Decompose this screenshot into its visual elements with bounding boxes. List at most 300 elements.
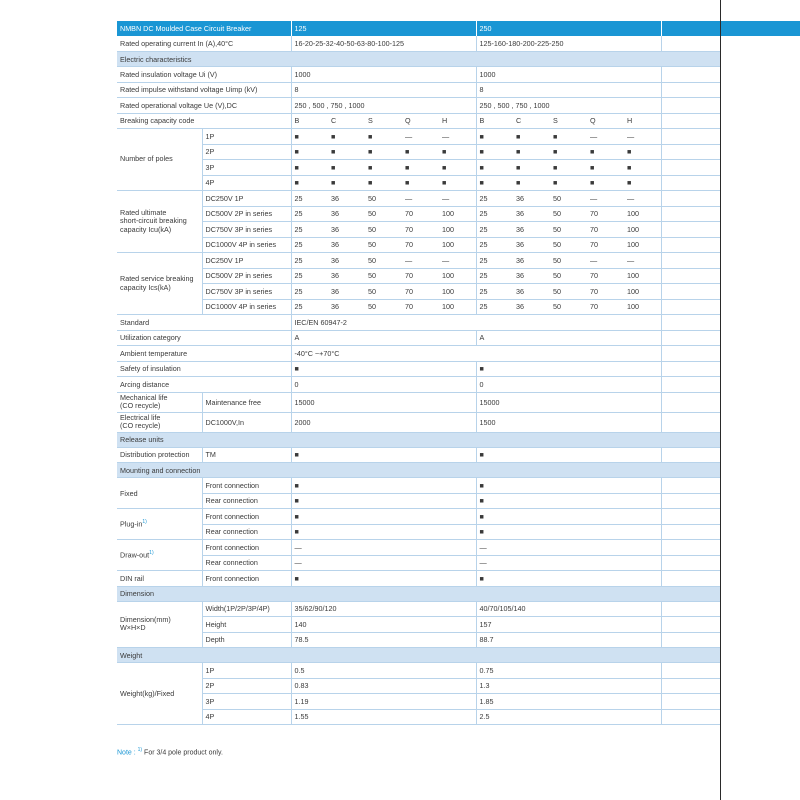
table-title: NMBN DC Moulded Case Circuit Breaker: [117, 21, 291, 36]
table-cell: [291, 432, 476, 447]
table-cell: 25: [291, 237, 328, 253]
table-cell: Front connection: [202, 571, 291, 587]
table-cell: ■: [291, 175, 328, 191]
table-cell: [476, 586, 661, 601]
table-cell: 1.55: [291, 709, 476, 725]
table-cell: 100: [624, 299, 661, 315]
table-cell: ■: [365, 175, 402, 191]
table-cell: 50: [365, 237, 402, 253]
table-cell: 0: [476, 377, 661, 393]
table-cell: 15000: [291, 392, 476, 412]
table-cell: ■: [291, 361, 476, 377]
arcing-row: [117, 377, 720, 393]
section-release: [117, 432, 720, 447]
table-cell: ■: [291, 129, 328, 145]
table-cell: 100: [624, 268, 661, 284]
footnote: [117, 747, 223, 756]
table-cell: —: [439, 129, 476, 145]
table-cell: Rear connection: [202, 555, 291, 571]
table-cell: Ambient temperature: [117, 346, 291, 362]
table-cell: 1000: [291, 67, 476, 83]
table-cell: 36: [328, 284, 365, 300]
table-cell: Rear connection: [202, 493, 291, 509]
table-cell: 36: [328, 268, 365, 284]
fixed-label: Fixed: [117, 478, 202, 509]
table-cell: Mechanical life (CO recycle): [117, 392, 202, 412]
table-cell: [661, 284, 720, 300]
table-cell: [661, 330, 720, 346]
table-cell: Front connection: [202, 478, 291, 494]
table-cell: A: [476, 330, 661, 346]
table-cell: 100: [624, 237, 661, 253]
table-cell: 1500: [476, 412, 661, 432]
table-cell: Mounting and connection: [117, 463, 291, 478]
table-cell: Electrical life (CO recycle): [117, 412, 202, 432]
table-cell: 50: [365, 268, 402, 284]
table-cell: [661, 478, 720, 494]
table-row: [117, 555, 720, 571]
table-cell: ■: [624, 160, 661, 176]
plugin-label: Plug-$in^{1)}$: [117, 509, 202, 540]
table-cell: 25: [291, 206, 328, 222]
table-cell: 50: [550, 191, 587, 207]
table-cell: 25: [291, 253, 328, 269]
table-cell: IEC/EN 60947-2: [291, 315, 661, 331]
table-row: [117, 206, 720, 222]
distribution-row: [117, 447, 720, 463]
table-cell: Standard: [117, 315, 291, 331]
table-cell: 78.5: [291, 632, 476, 648]
table-cell: [476, 52, 661, 67]
table-cell: 50: [550, 237, 587, 253]
table-cell: [661, 571, 720, 587]
table-cell: Q: [587, 113, 624, 129]
standard-row: [117, 315, 720, 331]
table-cell: 70: [587, 206, 624, 222]
table-cell: S: [550, 113, 587, 129]
table-cell: 4P: [202, 709, 291, 725]
table-cell: [661, 315, 720, 331]
table-cell: 50: [550, 222, 587, 238]
table-cell: 3P: [202, 160, 291, 176]
table-cell: TM: [202, 447, 291, 463]
table-cell: 25: [476, 222, 513, 238]
table-row: [117, 524, 720, 540]
table-cell: 36: [328, 206, 365, 222]
table-cell: ■: [439, 160, 476, 176]
table-cell: ■: [550, 144, 587, 160]
table-cell: [661, 361, 720, 377]
table-cell: [661, 663, 720, 679]
table-cell: 25: [476, 268, 513, 284]
table-cell: ■: [476, 361, 661, 377]
table-cell: 100: [439, 222, 476, 238]
frame-250-header: 250: [476, 21, 661, 36]
table-row: [117, 632, 720, 648]
table-cell: [291, 648, 476, 663]
table-cell: 25: [476, 206, 513, 222]
table-cell: Dimension: [117, 586, 291, 601]
utilization-row: [117, 330, 720, 346]
table-cell: 25: [476, 191, 513, 207]
breaking-code-row: [117, 113, 720, 129]
table-cell: [291, 52, 476, 67]
table-cell: [661, 175, 720, 191]
table-cell: 100: [624, 284, 661, 300]
table-cell: Weight: [117, 648, 291, 663]
icu-label: Rated ultimate short-circuit breaking capacity Icu(kA): [117, 191, 202, 253]
table-cell: Rated impulse withstand voltage Uimp (kV): [117, 82, 291, 98]
table-cell: 1.85: [476, 694, 661, 710]
table-cell: 25: [291, 191, 328, 207]
table-cell: ■: [439, 175, 476, 191]
table-cell: 50: [365, 253, 402, 269]
table-cell: ■: [291, 524, 476, 540]
table-cell: —: [587, 191, 624, 207]
operational-voltage-row: [117, 98, 720, 114]
table-cell: ■: [476, 447, 661, 463]
table-cell: [291, 463, 476, 478]
page-edge-line: [720, 0, 721, 800]
ambient-row: [117, 346, 720, 362]
table-cell: ■: [365, 129, 402, 145]
table-row: [117, 191, 720, 207]
table-cell: ■: [439, 144, 476, 160]
table-cell: [661, 524, 720, 540]
table-cell: —: [624, 253, 661, 269]
table-cell: [661, 36, 720, 52]
table-row: [117, 509, 720, 525]
table-cell: 1P: [202, 129, 291, 145]
table-cell: H: [624, 113, 661, 129]
table-cell: 70: [402, 299, 439, 315]
table-cell: ■: [624, 144, 661, 160]
table-cell: C: [513, 113, 550, 129]
table-cell: [661, 678, 720, 694]
table-cell: 70: [402, 237, 439, 253]
table-cell: 35/62/90/120: [291, 601, 476, 617]
table-cell: 50: [550, 253, 587, 269]
table-row: [117, 694, 720, 710]
table-cell: 36: [513, 268, 550, 284]
table-cell: 70: [402, 284, 439, 300]
table-cell: ■: [476, 571, 661, 587]
table-cell: —: [291, 540, 476, 556]
table-cell: 25: [291, 268, 328, 284]
table-cell: 25: [291, 284, 328, 300]
table-cell: [661, 632, 720, 648]
table-cell: —: [402, 253, 439, 269]
table-cell: [661, 648, 720, 663]
table-cell: [661, 392, 720, 412]
table-cell: [661, 601, 720, 617]
table-cell: ■: [476, 524, 661, 540]
table-row: [117, 663, 720, 679]
table-row: [117, 678, 720, 694]
table-cell: [476, 432, 661, 447]
table-cell: DC500V 2P in series: [202, 268, 291, 284]
table-cell: ■: [291, 509, 476, 525]
table-cell: 36: [513, 253, 550, 269]
table-cell: [661, 206, 720, 222]
table-cell: [661, 509, 720, 525]
table-cell: Height: [202, 617, 291, 633]
table-cell: ■: [328, 175, 365, 191]
frame-125-header: 125: [291, 21, 476, 36]
section-weight: [117, 648, 720, 663]
table-cell: ■: [513, 144, 550, 160]
table-cell: Safety of insulation: [117, 361, 291, 377]
table-cell: 157: [476, 617, 661, 633]
table-cell: Depth: [202, 632, 291, 648]
table-row: [117, 299, 720, 315]
table-cell: —: [291, 555, 476, 571]
table-cell: ■: [513, 160, 550, 176]
dimension-label: Dimension(mm) W×H×D: [117, 601, 202, 648]
table-cell: 36: [328, 222, 365, 238]
section-electric: [117, 52, 720, 67]
impulse-voltage-row: [117, 82, 720, 98]
table-cell: 50: [365, 191, 402, 207]
table-cell: ■: [587, 175, 624, 191]
table-cell: H: [439, 113, 476, 129]
table-cell: ■: [513, 129, 550, 145]
table-cell: ■: [328, 129, 365, 145]
table-cell: Arcing distance: [117, 377, 291, 393]
table-cell: 100: [624, 222, 661, 238]
table-cell: 125-160-180-200-225-250: [476, 36, 661, 52]
table-cell: [661, 82, 720, 98]
table-cell: ■: [365, 160, 402, 176]
din-label: DIN rail: [117, 571, 202, 587]
table-cell: 140: [291, 617, 476, 633]
table-cell: 1P: [202, 663, 291, 679]
table-cell: ■: [476, 478, 661, 494]
table-cell: [661, 129, 720, 145]
table-cell: [661, 555, 720, 571]
table-row: [117, 493, 720, 509]
table-cell: 25: [476, 299, 513, 315]
safety-row: [117, 361, 720, 377]
table-cell: —: [402, 129, 439, 145]
table-cell: ■: [476, 175, 513, 191]
table-row: [117, 268, 720, 284]
ics-label: Rated service breaking capacity Ics(kA): [117, 253, 202, 315]
table-cell: —: [476, 555, 661, 571]
table-cell: ■: [328, 144, 365, 160]
table-cell: 3P: [202, 694, 291, 710]
table-cell: ■: [624, 175, 661, 191]
table-cell: 25: [476, 237, 513, 253]
table-cell: 16-20-25-32-40-50-63-80-100-125: [291, 36, 476, 52]
table-cell: [476, 463, 661, 478]
table-cell: 36: [513, 191, 550, 207]
table-cell: [661, 160, 720, 176]
table-cell: 88.7: [476, 632, 661, 648]
table-row: [117, 175, 720, 191]
table-cell: —: [439, 253, 476, 269]
insulation-voltage-row: [117, 67, 720, 83]
table-cell: —: [587, 253, 624, 269]
mechanical-life-row: [117, 392, 720, 412]
table-row: [117, 571, 720, 587]
table-cell: DC250V 1P: [202, 191, 291, 207]
table-cell: 70: [587, 299, 624, 315]
table-cell: —: [439, 191, 476, 207]
table-cell: C: [328, 113, 365, 129]
table-cell: Width(1P/2P/3P/4P): [202, 601, 291, 617]
table-cell: 36: [513, 206, 550, 222]
table-cell: 2000: [291, 412, 476, 432]
table-row: [117, 160, 720, 176]
table-cell: ■: [291, 478, 476, 494]
header-band-extension: [720, 21, 800, 36]
table-cell: 4P: [202, 175, 291, 191]
section-mounting: [117, 463, 720, 478]
table-cell: [661, 463, 720, 478]
table-cell: Electric characteristics: [117, 52, 291, 67]
table-cell: [661, 237, 720, 253]
table-cell: 0.75: [476, 663, 661, 679]
table-cell: 36: [328, 237, 365, 253]
table-cell: ■: [587, 160, 624, 176]
table-cell: 1000: [476, 67, 661, 83]
table-cell: B: [291, 113, 328, 129]
table-cell: 100: [439, 206, 476, 222]
table-cell: 250 , 500 , 750 , 1000: [291, 98, 476, 114]
table-cell: —: [624, 191, 661, 207]
table-cell: ■: [476, 493, 661, 509]
table-cell: ■: [550, 175, 587, 191]
note-label: Note :: [117, 749, 136, 757]
table-cell: 40/70/105/140: [476, 601, 661, 617]
table-cell: ■: [550, 129, 587, 145]
table-cell: 100: [624, 206, 661, 222]
table-cell: [661, 253, 720, 269]
table-cell: 70: [587, 284, 624, 300]
table-cell: B: [476, 113, 513, 129]
table-cell: [661, 709, 720, 725]
table-row: [117, 540, 720, 556]
table-cell: 25: [291, 299, 328, 315]
table-cell: —: [476, 540, 661, 556]
table-cell: ■: [550, 160, 587, 176]
table-cell: Utilization category: [117, 330, 291, 346]
table-cell: ■: [291, 571, 476, 587]
rated-current-row: [117, 36, 720, 52]
table-cell: 70: [587, 222, 624, 238]
table-cell: 70: [402, 268, 439, 284]
table-cell: [661, 222, 720, 238]
table-cell: S: [365, 113, 402, 129]
table-row: [117, 222, 720, 238]
table-row: [117, 709, 720, 725]
table-cell: ■: [291, 493, 476, 509]
table-cell: DC500V 2P in series: [202, 206, 291, 222]
table-cell: 36: [328, 253, 365, 269]
drawout-label: Draw-out$^{1)}$: [117, 540, 202, 571]
table-cell: 100: [439, 284, 476, 300]
table-cell: ■: [476, 509, 661, 525]
table-cell: [661, 113, 720, 129]
table-cell: DC750V 3P in series: [202, 222, 291, 238]
table-cell: Breaking capacity code: [117, 113, 291, 129]
table-cell: ■: [291, 447, 476, 463]
table-cell: 70: [587, 237, 624, 253]
poles-label: Number of poles: [117, 129, 202, 191]
table-cell: DC750V 3P in series: [202, 284, 291, 300]
table-cell: [476, 648, 661, 663]
table-cell: 15000: [476, 392, 661, 412]
table-cell: DC1000V 4P in series: [202, 237, 291, 253]
table-cell: 50: [365, 299, 402, 315]
table-cell: Distribution protection: [117, 447, 202, 463]
table-cell: 50: [365, 284, 402, 300]
table-cell: 70: [402, 206, 439, 222]
table-cell: 2P: [202, 678, 291, 694]
note-text: For 3/4 pole product only.: [144, 749, 223, 757]
table-cell: ■: [291, 144, 328, 160]
table-cell: [661, 586, 720, 601]
table-row: [117, 144, 720, 160]
table-cell: [661, 493, 720, 509]
table-cell: [291, 586, 476, 601]
table-cell: [661, 52, 720, 67]
table-cell: 36: [328, 191, 365, 207]
table-cell: 36: [513, 299, 550, 315]
table-cell: DC1000V 4P in series: [202, 299, 291, 315]
table-cell: Front connection: [202, 540, 291, 556]
table-cell: 25: [476, 284, 513, 300]
table-cell: ■: [402, 160, 439, 176]
weight-label: Weight(kg)/Fixed: [117, 663, 202, 725]
table-cell: —: [587, 129, 624, 145]
table-cell: [661, 191, 720, 207]
table-row: [117, 601, 720, 617]
table-cell: Maintenance free: [202, 392, 291, 412]
table-cell: 2P: [202, 144, 291, 160]
table-cell: 100: [439, 237, 476, 253]
table-cell: 250 , 500 , 750 , 1000: [476, 98, 661, 114]
table-cell: Rear connection: [202, 524, 291, 540]
table-cell: 36: [513, 222, 550, 238]
table-cell: ■: [402, 144, 439, 160]
table-cell: [661, 299, 720, 315]
table-cell: Release units: [117, 432, 291, 447]
table-cell: ■: [291, 160, 328, 176]
table-cell: [661, 617, 720, 633]
table-cell: 50: [365, 222, 402, 238]
table-cell: —: [402, 191, 439, 207]
table-cell: ■: [476, 129, 513, 145]
table-cell: 25: [476, 253, 513, 269]
table-cell: 100: [439, 299, 476, 315]
table-cell: 36: [328, 299, 365, 315]
table-cell: DC1000V,In: [202, 412, 291, 432]
table-cell: ■: [476, 160, 513, 176]
table-row: [117, 237, 720, 253]
table-cell: [661, 346, 720, 362]
table-cell: 1.3: [476, 678, 661, 694]
note-mark: 1): [137, 747, 143, 753]
table-cell: Rated operational voltage Ue (V),DC: [117, 98, 291, 114]
table-cell: DC250V 1P: [202, 253, 291, 269]
table-row: [117, 284, 720, 300]
table-cell: 8: [291, 82, 476, 98]
table-cell: [661, 694, 720, 710]
table-row: [117, 617, 720, 633]
table-cell: 70: [587, 268, 624, 284]
